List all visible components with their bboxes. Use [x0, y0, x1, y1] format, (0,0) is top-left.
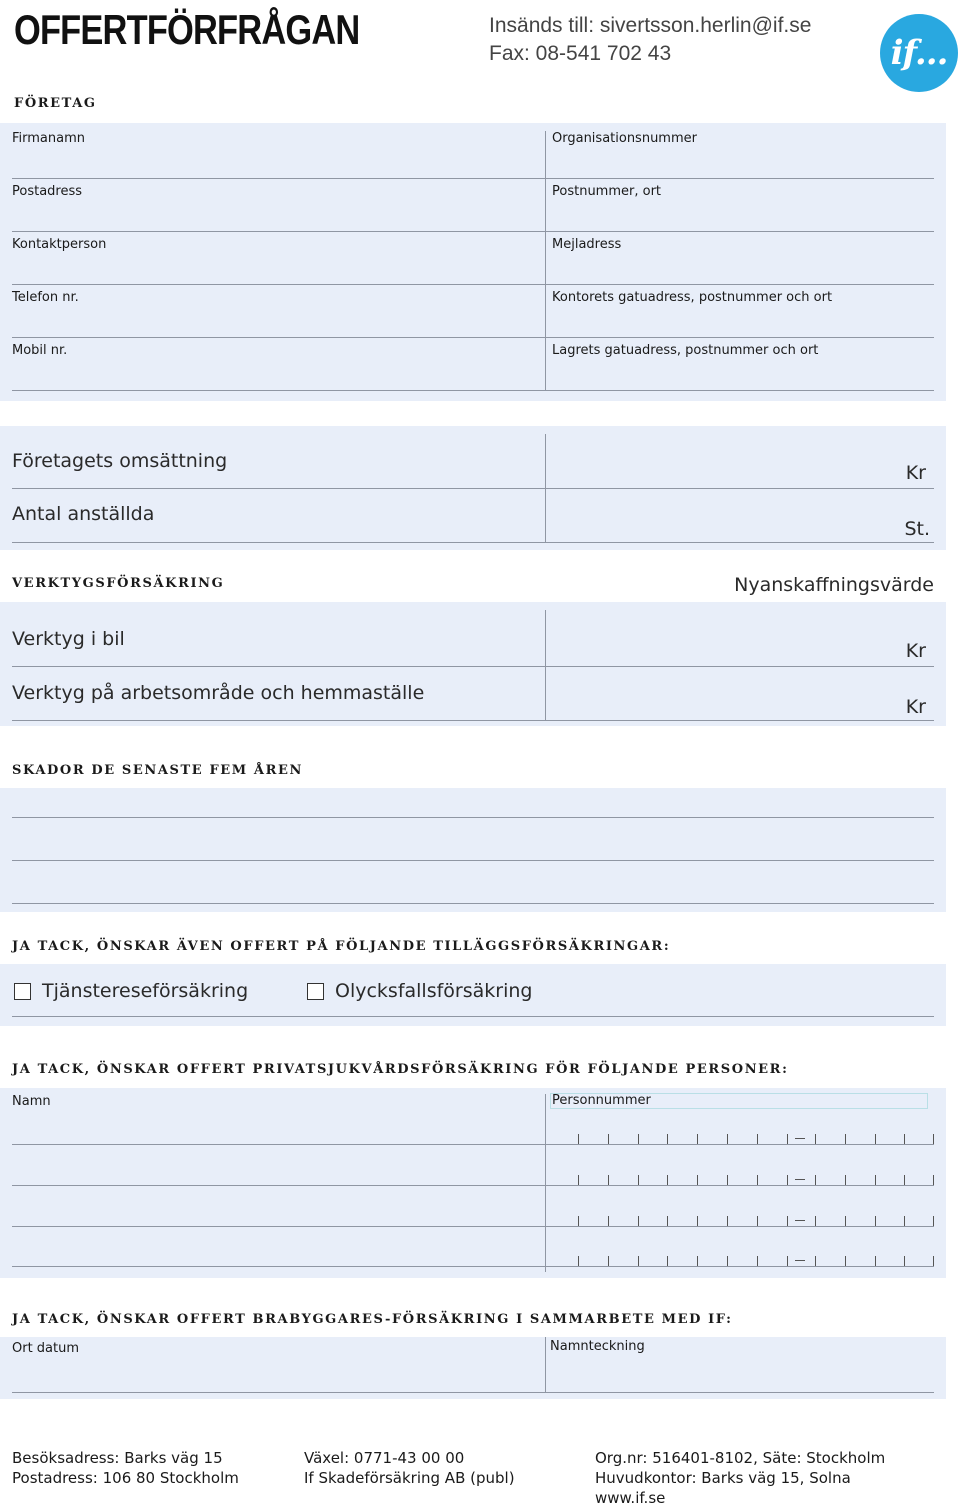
footer-website-link[interactable]: www.if.se [595, 1489, 666, 1507]
mejladress-field[interactable]: Mejladress [552, 237, 622, 252]
damages-heading: SKADOR DE SENASTE FEM ÅREN [12, 763, 303, 778]
digit-separator [608, 1175, 609, 1185]
namn-input[interactable] [12, 1110, 544, 1266]
digit-separator [904, 1216, 905, 1226]
digit-separator [904, 1134, 905, 1144]
digit-separator [815, 1256, 816, 1266]
namn-label: Namn [12, 1094, 51, 1109]
personnummer-dash [795, 1220, 805, 1221]
digit-separator [667, 1256, 668, 1266]
row-line [12, 231, 934, 232]
postadress-field[interactable]: Postadress [12, 184, 83, 199]
digit-separator [933, 1216, 934, 1226]
figures-panel [0, 426, 946, 550]
verktyg-arbetsomrade-label: Verktyg på arbetsområde och hemmaställe [12, 682, 425, 704]
digit-separator [933, 1256, 934, 1266]
personnummer-dash [795, 1138, 805, 1139]
digit-separator [933, 1175, 934, 1185]
digit-separator [757, 1175, 758, 1185]
digit-separator [904, 1175, 905, 1185]
addons-heading: JA TACK, ÖNSKAR ÄVEN OFFERT PÅ FÖLJANDE TILLÄGGSFÖRSÄKRINGAR: [12, 939, 671, 954]
digit-separator [757, 1134, 758, 1144]
footer-vaxel: Växel: 0771-43 00 00 [304, 1449, 465, 1467]
organisationsnummer-field[interactable]: Organisationsnummer [552, 131, 697, 146]
digit-separator [697, 1216, 698, 1226]
olycksfallsforsakring-label: Olycksfallsförsäkring [335, 980, 533, 1002]
digit-separator [578, 1134, 579, 1144]
row-line [12, 1016, 934, 1017]
digit-separator [875, 1256, 876, 1266]
digit-separator [904, 1256, 905, 1266]
digit-separator [697, 1175, 698, 1185]
digit-separator [875, 1175, 876, 1185]
digit-separator [815, 1175, 816, 1185]
digit-separator [875, 1134, 876, 1144]
writing-line [12, 903, 934, 904]
digit-separator [757, 1256, 758, 1266]
tools-heading: VERKTYGSFÖRSÄKRING [12, 576, 225, 591]
namnteckning-field[interactable]: Namnteckning [550, 1339, 645, 1354]
footer-orgnr: Org.nr: 516401-8102, Säte: Stockholm [595, 1449, 886, 1467]
lagrets-adress-field[interactable]: Lagrets gatuadress, postnummer och ort [552, 343, 819, 358]
omsattning-input[interactable] [546, 434, 934, 488]
row-line [12, 1266, 934, 1267]
tjanstereseforsakring-checkbox[interactable] [14, 983, 31, 1000]
digit-separator [638, 1175, 639, 1185]
firmanamn-field[interactable]: Firmanamn [12, 131, 85, 146]
verktyg-bil-unit: Kr [905, 640, 926, 662]
digit-separator [845, 1256, 846, 1266]
health-panel [0, 1088, 946, 1278]
digit-separator [578, 1216, 579, 1226]
fax-text: Fax: 08-541 702 43 [489, 42, 672, 65]
anstallda-unit: St. [904, 518, 930, 540]
brabyggare-heading: JA TACK, ÖNSKAR OFFERT BRABYGGARES-FÖRSÄKRING I SAMMARBETE MED IF: [12, 1312, 733, 1327]
addons-panel [0, 964, 946, 1026]
row-line [12, 337, 934, 338]
olycksfallsforsakring-checkbox[interactable] [307, 983, 324, 1000]
digit-separator [727, 1256, 728, 1266]
digit-separator [845, 1216, 846, 1226]
logo-text: if... [890, 33, 948, 73]
verktyg-bil-input[interactable] [546, 610, 934, 666]
row-line [12, 390, 934, 391]
digit-separator [787, 1216, 788, 1226]
verktyg-arbetsomrade-unit: Kr [905, 696, 926, 718]
personnummer-dash [795, 1179, 805, 1180]
digit-separator [933, 1134, 934, 1144]
digit-separator [815, 1216, 816, 1226]
digit-separator [667, 1216, 668, 1226]
row-line [12, 178, 934, 179]
digit-separator [727, 1134, 728, 1144]
company-panel [0, 123, 946, 401]
digit-separator [667, 1175, 668, 1185]
kontaktperson-field[interactable]: Kontaktperson [12, 237, 107, 252]
digit-separator [727, 1216, 728, 1226]
brabyggare-panel [0, 1337, 946, 1399]
digit-separator [638, 1216, 639, 1226]
telefon-field[interactable]: Telefon nr. [12, 290, 79, 305]
health-heading: JA TACK, ÖNSKAR OFFERT PRIVATSJUKVÅRDSFÖRSÄKRING FÖR FÖLJANDE PERSONER: [12, 1062, 789, 1077]
anstallda-label: Antal anställda [12, 503, 155, 525]
damages-panel[interactable] [0, 788, 946, 912]
digit-separator [697, 1256, 698, 1266]
digit-separator [727, 1175, 728, 1185]
row-line [12, 1392, 934, 1393]
personnummer-dash [795, 1260, 805, 1261]
kontorets-adress-field[interactable]: Kontorets gatuadress, postnummer och ort [552, 290, 833, 305]
digit-separator [638, 1134, 639, 1144]
if-logo [880, 14, 958, 92]
nyanskaffningsvarde-label: Nyanskaffningsvärde [734, 574, 934, 596]
tjanstereseforsakring-label: Tjänstereseförsäkring [42, 980, 249, 1002]
digit-separator [815, 1134, 816, 1144]
digit-separator [845, 1175, 846, 1185]
footer-besoksadress: Besöksadress: Barks väg 15 [12, 1449, 223, 1467]
tools-panel [0, 602, 946, 726]
writing-line [12, 860, 934, 861]
form-title: OFFERTFÖRFRÅGAN [14, 6, 360, 53]
verktyg-bil-label: Verktyg i bil [12, 628, 125, 650]
digit-separator [578, 1256, 579, 1266]
row-line [12, 284, 934, 285]
postnummer-ort-field[interactable]: Postnummer, ort [552, 184, 662, 199]
column-divider [545, 1094, 546, 1272]
column-divider [545, 1337, 546, 1393]
ort-datum-field[interactable]: Ort datum [12, 1341, 80, 1356]
footer-huvudkontor: Huvudkontor: Barks väg 15, Solna [595, 1469, 851, 1487]
row-line [12, 542, 934, 543]
company-heading: FÖRETAG [14, 96, 97, 111]
omsattning-label: Företagets omsättning [12, 450, 228, 472]
digit-separator [757, 1216, 758, 1226]
digit-separator [787, 1175, 788, 1185]
personnummer-label: Personnummer [550, 1093, 928, 1109]
digit-separator [608, 1216, 609, 1226]
digit-separator [875, 1216, 876, 1226]
digit-separator [578, 1175, 579, 1185]
verktyg-arbetsomrade-input[interactable] [546, 667, 934, 720]
send-to-text: Insänds till: sivertsson.herlin@if.se [489, 14, 812, 37]
digit-separator [608, 1134, 609, 1144]
digit-separator [667, 1134, 668, 1144]
digit-separator [787, 1134, 788, 1144]
footer-postadress: Postadress: 106 80 Stockholm [12, 1469, 239, 1487]
mobil-field[interactable]: Mobil nr. [12, 343, 68, 358]
footer-company-name: If Skadeförsäkring AB (publ) [304, 1469, 515, 1487]
column-divider [545, 131, 546, 391]
anstallda-input[interactable] [546, 489, 934, 542]
row-line [12, 720, 934, 721]
digit-separator [845, 1134, 846, 1144]
digit-separator [608, 1256, 609, 1266]
digit-separator [638, 1256, 639, 1266]
digit-separator [787, 1256, 788, 1266]
omsattning-unit: Kr [905, 462, 926, 484]
writing-line [12, 817, 934, 818]
digit-separator [697, 1134, 698, 1144]
